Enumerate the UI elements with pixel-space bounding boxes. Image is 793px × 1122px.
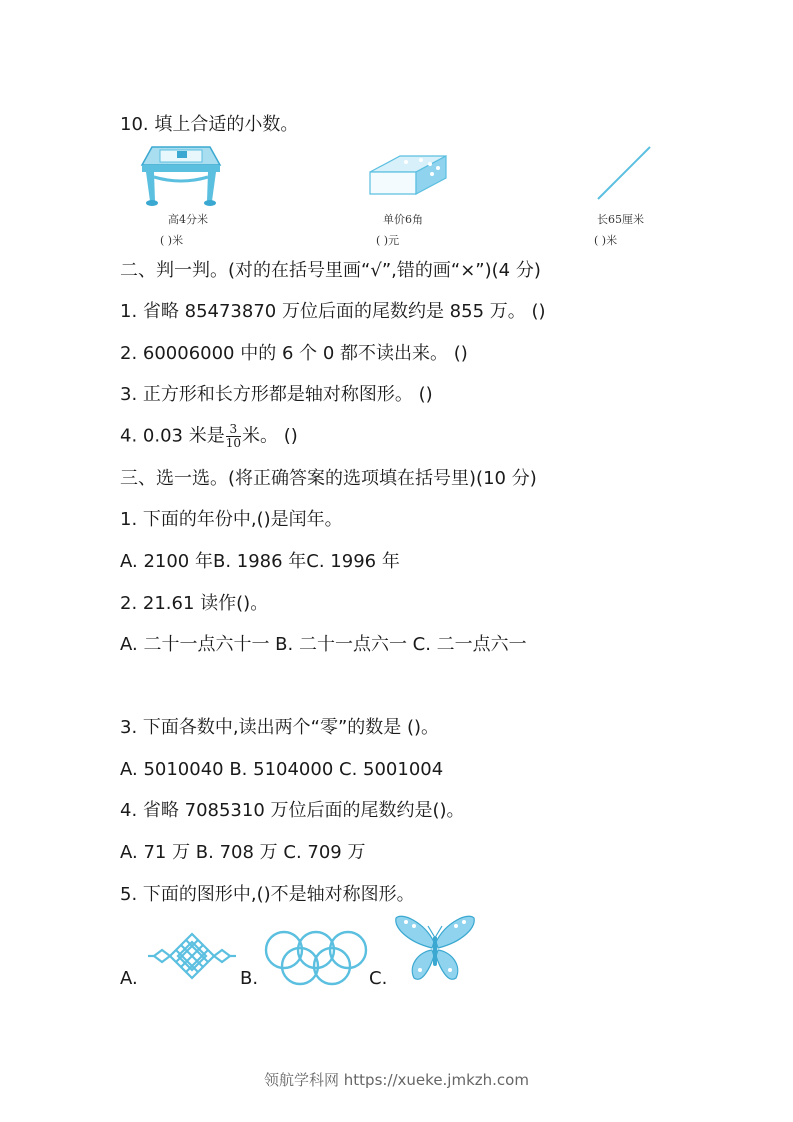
judge-q3: 3. 正方形和长方形都是轴对称图形。 (): [120, 384, 433, 405]
option-b-label: B.: [240, 968, 259, 989]
q10-title: 10. 填上合适的小数。: [120, 114, 299, 135]
footer-watermark: 领航学科网 https://xueke.jmkzh.com: [264, 1071, 529, 1089]
choice-q2-options: A. 二十一点六十一 B. 二十一点六一 C. 二一点六一: [120, 634, 527, 655]
judge-q2: 2. 60006000 中的 6 个 0 都不读出来。 (): [120, 343, 468, 364]
fraction: [226, 423, 241, 450]
choice-q3: 3. 下面各数中,读出两个“零”的数是 ()。: [120, 717, 440, 738]
line-blank: ( )米: [594, 234, 618, 247]
fraction-numerator: 3: [226, 423, 241, 437]
line-image: [594, 143, 654, 203]
section2-title: 二、判一判。(对的在括号里画“√”,错的画“×”)(4 分): [120, 260, 541, 281]
judge-q4-prefix: 4. 0.03 米是: [120, 425, 225, 447]
table-blank: ( )米: [160, 234, 184, 247]
eraser-caption: 单价6角: [383, 213, 423, 226]
section3-title: 三、选一选。(将正确答案的选项填在括号里)(10 分): [120, 468, 537, 489]
judge-q4: [120, 423, 298, 450]
choice-q3-options: A. 5010040 B. 5104000 C. 5001004: [120, 759, 444, 780]
line-caption: 长65厘米: [597, 213, 644, 226]
choice-q1-options: A. 2100 年B. 1986 年C. 1996 年: [120, 551, 400, 572]
eraser-image: [366, 150, 450, 198]
chinese-knot-image: [146, 930, 238, 982]
option-c-label: C.: [369, 968, 388, 989]
choice-q4-options: A. 71 万 B. 708 万 C. 709 万: [120, 842, 366, 863]
table-caption: 高4分米: [168, 213, 208, 226]
choice-q5: 5. 下面的图形中,()不是轴对称图形。: [120, 884, 415, 905]
olympic-rings-image: [262, 930, 370, 988]
choice-q2: 2. 21.61 读作()。: [120, 593, 269, 614]
butterfly-image: [394, 912, 476, 988]
judge-q1: 1. 省略 85473870 万位后面的尾数约是 855 万。 (): [120, 301, 546, 322]
judge-q4-suffix: 米。 (): [241, 425, 298, 447]
table-image: [140, 143, 222, 207]
fraction-denominator: 10: [225, 436, 241, 450]
option-a-label: A.: [120, 968, 138, 989]
choice-q4: 4. 省略 7085310 万位后面的尾数约是()。: [120, 800, 465, 821]
eraser-blank: ( )元: [376, 234, 400, 247]
choice-q1: 1. 下面的年份中,()是闰年。: [120, 509, 343, 530]
